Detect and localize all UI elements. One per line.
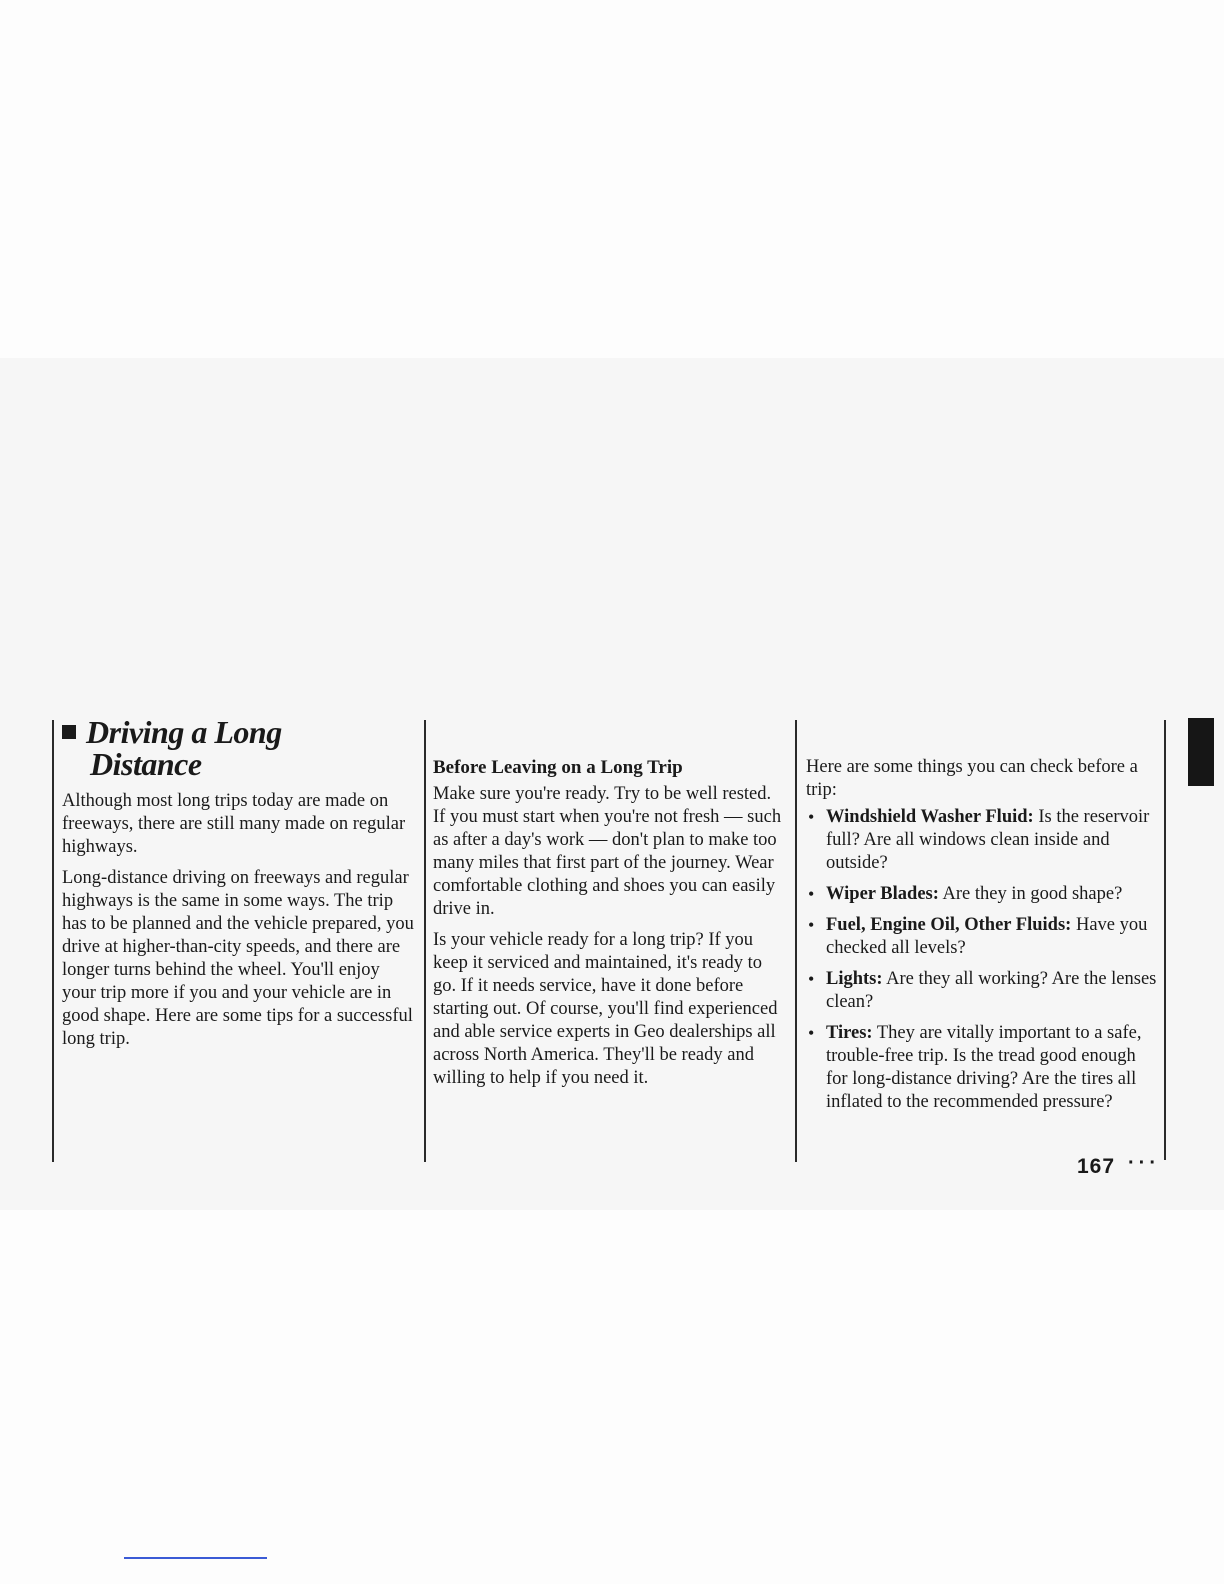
heading-line-1: Driving a Long — [86, 714, 282, 750]
bullet-icon: • — [808, 1023, 815, 1043]
paragraph: Long-distance driving on freeways and regular highways is the same in some ways. The trip has to be planned and the vehicle prepared, you drive at higher-than-city speeds, and there are longer turns behind the wheel. You'll enjoy your trip more if you and your vehicle are in good shape. Here are some tips for a successful long trip. — [62, 868, 414, 1049]
column-rule-left — [52, 720, 54, 1162]
column-rule-middle-1 — [424, 720, 426, 1162]
item-text: Are they all working? Are the lenses clean? — [826, 969, 1157, 1012]
paragraph: Although most long trips today are made on freeways, there are still many made on regular highways. — [62, 791, 406, 857]
page-dots: ··· — [1128, 1152, 1160, 1174]
check-list — [806, 806, 1158, 1114]
list-item — [806, 968, 1158, 1014]
list-item — [806, 883, 1158, 906]
intro-paragraph: Here are some things you can check before a trip: — [806, 757, 1138, 800]
paragraph: Is your vehicle ready for a long trip? If you keep it serviced and maintained, it's ready to go. If it needs service, have it done before starting out. Of course, you'll find experienced and able service experts in Geo dealerships all across North America. They'll be ready and willing to help if you need it. — [433, 930, 778, 1088]
item-label: Windshield Washer Fluid: — [826, 807, 1034, 827]
item-text: Have you checked all levels? — [826, 915, 1148, 958]
list-item — [806, 1022, 1158, 1114]
item-label: Lights: — [826, 969, 883, 989]
item-text: They are vitally important to a safe, trouble-free trip. Is the tread good enough for long-distance driving? Are the tires all inflated to the recommended pressure? — [826, 1023, 1142, 1112]
item-label: Tires: — [826, 1023, 873, 1043]
section-tab-marker — [1188, 718, 1214, 786]
item-label: Wiper Blades: — [826, 884, 939, 904]
bullet-icon: • — [808, 807, 815, 827]
column-2 — [433, 756, 785, 1098]
list-item — [806, 914, 1158, 960]
bullet-icon: • — [808, 884, 815, 904]
item-text: Is the reservoir full? Are all windows clean inside and outside? — [826, 807, 1150, 873]
paragraph: Make sure you're ready. Try to be well rested. If you must start when you're not fresh — such as after a day's work — don't plan to make too many miles that first part of the journey. Wear comfortable clothing and shoes you can easily drive in. — [433, 784, 782, 919]
bullet-icon: • — [808, 915, 815, 935]
heading-line-2: Distance — [90, 746, 202, 782]
column-1 — [62, 716, 418, 1059]
subheading: Before Leaving on a Long Trip — [433, 757, 683, 778]
square-bullet-icon — [62, 725, 76, 739]
page-number: 167 — [1077, 1155, 1116, 1178]
column-rule-right — [1164, 720, 1166, 1160]
item-label: Fuel, Engine Oil, Other Fluids: — [826, 915, 1072, 935]
bullet-icon: • — [808, 969, 815, 989]
list-item — [806, 806, 1158, 875]
footer-line — [124, 1557, 267, 1559]
item-text: Are they in good shape? — [938, 884, 1123, 904]
section-heading — [62, 716, 418, 780]
column-3 — [806, 756, 1158, 1122]
column-rule-middle-2 — [795, 720, 797, 1162]
